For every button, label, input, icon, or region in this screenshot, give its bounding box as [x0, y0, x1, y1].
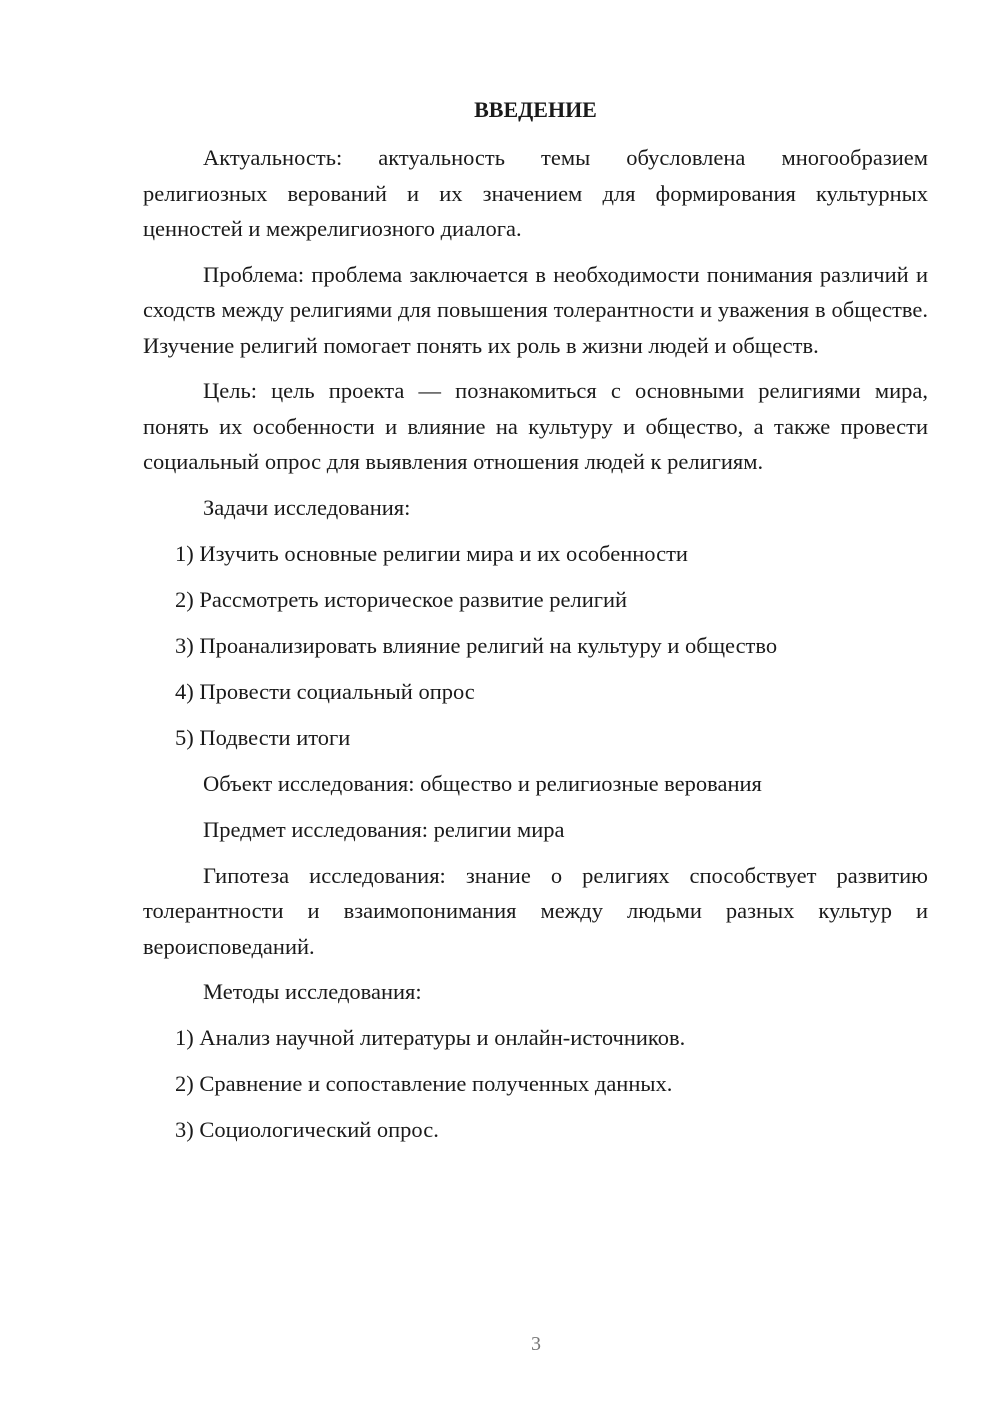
goal-paragraph: Цель: цель проекта — познакомиться с основными религиями мира, понять их особенности и влияние на культуру и общество, а также провести социальный опрос для выявления отношения людей к религиям. [143, 378, 928, 474]
section-heading: ВВЕДЕНИЕ [474, 97, 597, 122]
page-content [143, 94, 928, 1158]
hypothesis-paragraph: Гипотеза исследования: знание о религиях способствует развитию толерантности и взаимопонимания между людьми разных культур и вероисповеданий. [143, 862, 928, 959]
relevance-paragraph: Актуальность: актуальность темы обусловлена многообразием религиозных верований и их значением для формирования культурных ценностей и межрелигиозного диалога. [143, 145, 928, 241]
methods-list [143, 1020, 928, 1148]
list-item: 4) Провести социальный опрос [175, 678, 475, 704]
page-number: 3 [531, 1333, 541, 1355]
subject-paragraph: Предмет исследования: религии мира [203, 816, 565, 842]
problem-paragraph: Проблема: проблема заключается в необходимости понимания различий и сходств между религиями для повышения толерантности и уважения в обществе. Изучение религий помогает понять их роль в жизни людей и обществ. [143, 261, 928, 358]
list-item: 5) Подвести итоги [175, 724, 351, 750]
object-paragraph: Объект исследования: общество и религиозные верования [203, 770, 762, 796]
list-item: 3) Социологический опрос. [175, 1117, 439, 1142]
list-item: 2) Рассмотреть историческое развитие религий [175, 586, 628, 612]
list-item: 3) Проанализировать влияние религий на культуру и общество [175, 632, 778, 658]
tasks-list [143, 536, 928, 756]
tasks-label: Задачи исследования: [203, 494, 411, 520]
methods-label: Методы исследования: [203, 979, 422, 1004]
list-item: 1) Анализ научной литературы и онлайн-источников. [175, 1025, 686, 1050]
list-item: 1) Изучить основные религии мира и их особенности [175, 540, 688, 566]
list-item: 2) Сравнение и сопоставление полученных данных. [175, 1071, 673, 1096]
